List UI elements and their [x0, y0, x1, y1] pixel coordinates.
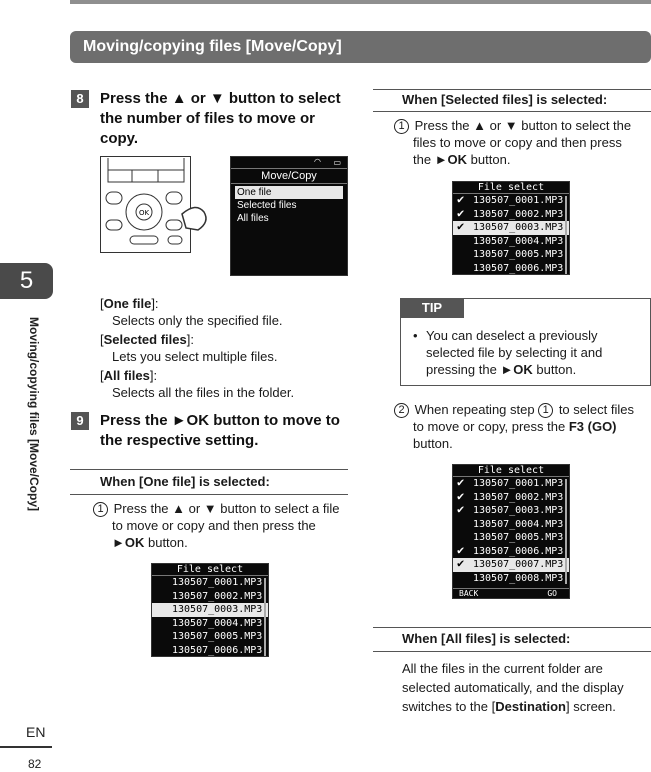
scrollbar[interactable]: [565, 196, 567, 274]
selected-files-heading: When [Selected files] is selected:: [402, 92, 608, 107]
file-row-checked[interactable]: ✔ 130507_0001.MP3: [457, 192, 564, 206]
option-one-file: [One file]: Selects only the specified file.: [100, 296, 283, 328]
check-icon: ✔: [457, 556, 465, 570]
file-row[interactable]: 130507_0005.MP3: [473, 532, 564, 543]
file-row[interactable]: 130507_0004.MP3: [473, 518, 564, 530]
file-row[interactable]: 130507_0004.MP3: [172, 617, 263, 629]
file-row-checked[interactable]: ✔ 130507_0002.MP3: [457, 488, 564, 503]
softkey-bar: [453, 588, 569, 598]
check-icon: ✔: [457, 205, 465, 220]
check-icon: ✔: [457, 475, 465, 489]
menu-item-all-files[interactable]: All files: [237, 213, 269, 224]
file-row[interactable]: 130507_0005.MP3: [172, 631, 263, 642]
step-number-9: 9: [71, 412, 89, 430]
section-title: Moving/copying files [Move/Copy]: [70, 31, 651, 63]
scrollbar[interactable]: [565, 479, 567, 584]
option-all-files: [All files]: Selects all the files in the folder.: [100, 368, 295, 400]
file-select-screen-selected: [452, 181, 570, 275]
selected-files-instruction: 1 Press the ▲ or ▼ button to select the files to move or copy and then press the ►OK button.: [394, 117, 651, 168]
screen-title: File select: [152, 564, 268, 576]
file-row-checked[interactable]: ✔ 130507_0007.MP3: [453, 558, 569, 572]
check-icon: ✔: [457, 219, 465, 233]
file-row-checked[interactable]: ✔ 130507_0002.MP3: [457, 205, 564, 220]
selected-files-rule-top: [373, 89, 651, 90]
file-row[interactable]: 130507_0002.MP3: [172, 590, 263, 602]
file-row[interactable]: 130507_0005.MP3: [473, 249, 564, 260]
menu-item-one-file[interactable]: One file: [235, 186, 343, 199]
one-file-heading: When [One file] is selected:: [100, 474, 270, 489]
check-icon: ✔: [457, 488, 465, 503]
option-list: [100, 295, 360, 401]
repeat-instruction: 2 When repeating step 1 to select files to move or copy, press the F3 (GO) button.: [394, 401, 651, 452]
status-bar: [231, 157, 347, 169]
screen-title: File select: [453, 182, 569, 194]
wifi-icon: ◠: [314, 157, 321, 166]
option-selected-files: [Selected files]: Lets you select multiple files.: [100, 332, 278, 364]
top-rule: [70, 0, 651, 4]
file-row-checked[interactable]: ✔ 130507_0003.MP3: [453, 221, 569, 235]
battery-icon: ▭: [333, 158, 341, 167]
file-row[interactable]: 130507_0008.MP3: [473, 572, 564, 584]
file-row-selected[interactable]: 130507_0003.MP3: [152, 603, 268, 617]
file-row[interactable]: 130507_0001.MP3: [172, 577, 263, 588]
check-icon: ✔: [457, 192, 465, 206]
check-icon: ✔: [457, 542, 465, 557]
file-row-checked[interactable]: ✔ 130507_0001.MP3: [457, 475, 564, 489]
menu-title: Move/Copy: [231, 169, 347, 184]
tip-text: • You can deselect a previously selected file by selecting it and pressing the ►OK button.: [413, 328, 603, 377]
selected-files-rule-bottom: [373, 111, 651, 112]
file-row-checked[interactable]: ✔ 130507_0006.MP3: [457, 542, 564, 557]
move-copy-screen: [230, 156, 348, 276]
file-row[interactable]: 130507_0006.MP3: [172, 644, 263, 656]
step-8-text: Press the ▲ or ▼ button to select the number of files to move or copy.: [100, 90, 341, 147]
all-files-rule-top: [373, 627, 651, 628]
svg-text:OK: OK: [138, 209, 150, 217]
one-file-rule-bottom: [70, 494, 348, 495]
recorder-buttons-illustration: [100, 156, 212, 256]
menu-item-selected-files[interactable]: Selected files: [237, 200, 297, 211]
step-number-8: 8: [71, 90, 89, 108]
screen-title: File select: [453, 465, 569, 477]
all-files-heading: When [All files] is selected:: [402, 631, 571, 646]
go-softkey[interactable]: GO: [547, 589, 557, 598]
scrollbar[interactable]: [264, 578, 266, 656]
all-files-rule-bottom: [373, 651, 651, 652]
check-icon: ✔: [457, 502, 465, 516]
page-number: 82: [28, 757, 42, 771]
one-file-instruction: 1 Press the ▲ or ▼ button to select a file to move or copy and then press the ►OK button.: [93, 500, 355, 551]
all-files-text: All the files in the current folder are selected automatically, and the display switches to the [Destination] screen.: [402, 661, 624, 714]
file-select-screen-one: [151, 563, 269, 657]
one-file-rule-top: [70, 469, 348, 470]
back-softkey[interactable]: BACK: [459, 589, 479, 598]
file-row[interactable]: 130507_0004.MP3: [473, 235, 564, 247]
language-label: EN: [26, 724, 46, 740]
file-row[interactable]: 130507_0006.MP3: [473, 262, 564, 274]
chapter-badge: 5: [0, 263, 53, 299]
file-row-checked[interactable]: ✔ 130507_0003.MP3: [457, 502, 564, 516]
language-rule: [0, 746, 52, 748]
step-9-text: Press the ►OK button to move to the respective setting.: [100, 412, 340, 449]
file-select-screen-go: [452, 464, 570, 599]
tip-label: TIP: [400, 298, 464, 318]
sidebar-title: Moving/copying files [Move/Copy]: [27, 317, 41, 512]
